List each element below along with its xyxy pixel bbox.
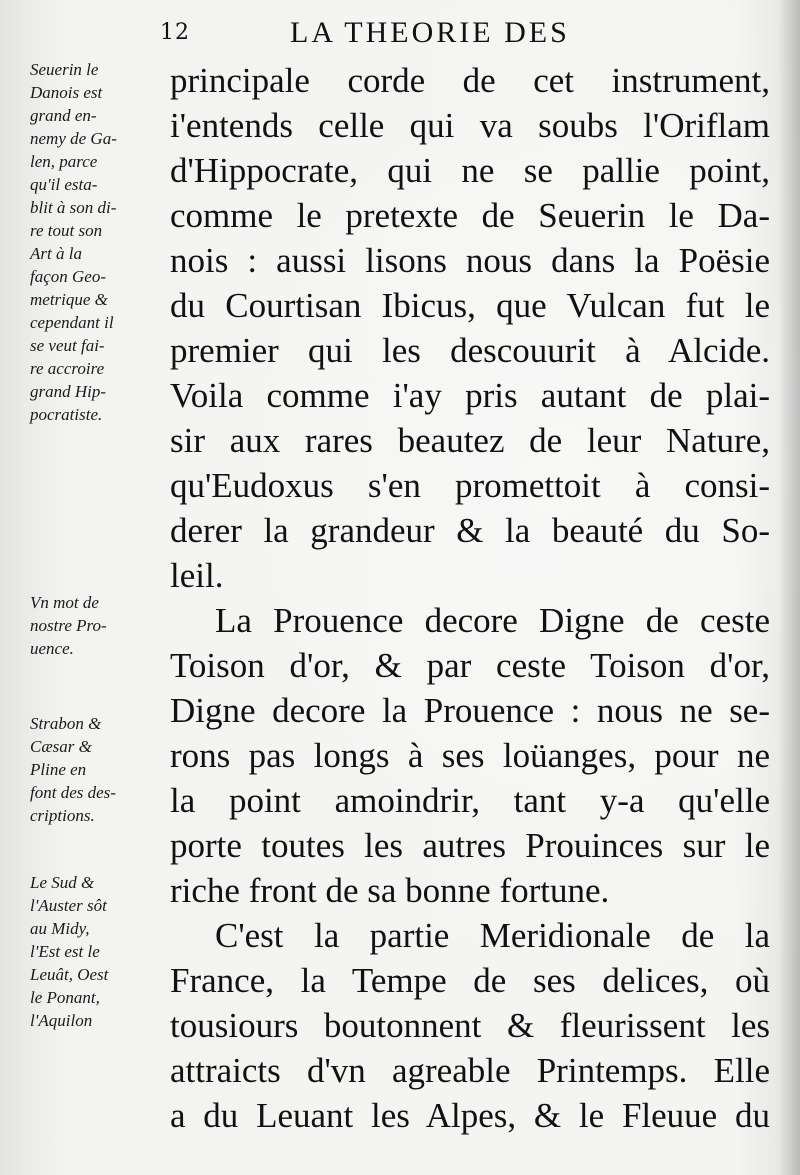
text-line: France, la Tempe de ses delices, où [170,961,770,1000]
margin-note-prouence: Vn mot de nostre Pro- uence. [30,593,107,658]
text-line: Digne decore la Prouence : nous ne se- [170,691,770,730]
text-line: Toison d'or, & par ceste Toison d'or, [170,646,770,685]
text-line: tousiours boutonnent & fleurissent les [170,1006,770,1045]
page-number: 12 [160,20,190,45]
text-line: porte toutes les autres Prouinces sur le [170,826,770,865]
text-line: derer la grandeur & la beauté du So- [170,511,770,550]
running-head: LA THEORIE DES [290,16,570,49]
text-line: qu'Eudoxus s'en promettoit à consi- [170,466,770,505]
margin-note-seuerin: Seuerin le Danois est grand en- nemy de Ga- len, parce qu'il esta- blit à son di- re tout son Art à la façon Geo- metrique & cependant il se veut fai- re accroire grand Hip- pocratiste. [30,60,117,424]
text-line: du Courtisan Ibicus, que Vulcan fut le [170,286,770,325]
body-text [170,58,770,1138]
margin-note-strabon: Strabon & Cæsar & Pline en font des des- criptions. [30,714,116,825]
text-line: principale corde de cet instrument, [170,61,770,100]
text-line: sir aux rares beautez de leur Nature, [170,421,770,460]
text-line: premier qui les descouurit à Alcide. [170,331,770,370]
paragraph-start: C'est la partie Meridionale de la [215,916,770,955]
text-line: riche front de sa bonne fortune. [170,871,610,910]
text-line: comme le pretexte de Seuerin le Da- [170,196,770,235]
paragraph-start: La Prouence decore Digne de ceste [215,601,770,640]
text-line: Voila comme i'ay pris autant de plai- [170,376,770,415]
text-line: leil. [170,556,224,595]
text-line: d'Hippocrate, qui ne se pallie point, [170,151,770,190]
text-line: i'entends celle qui va soubs l'Oriflam [170,106,770,145]
text-line: attraicts d'vn agreable Printemps. Elle [170,1051,770,1090]
text-line: la point amoindrir, tant y-a qu'elle [170,781,770,820]
binding-shadow [778,0,800,1175]
text-line: a du Leuant les Alpes, & le Fleuue du [170,1096,770,1135]
margin-note-winds: Le Sud & l'Auster sôt au Midy, l'Est est le Leuât, Oest le Ponant, l'Aquilon [30,873,109,1030]
text-line: nois : aussi lisons nous dans la Poësie [170,241,770,280]
text-line: rons pas longs à ses loüanges, pour ne [170,736,770,775]
